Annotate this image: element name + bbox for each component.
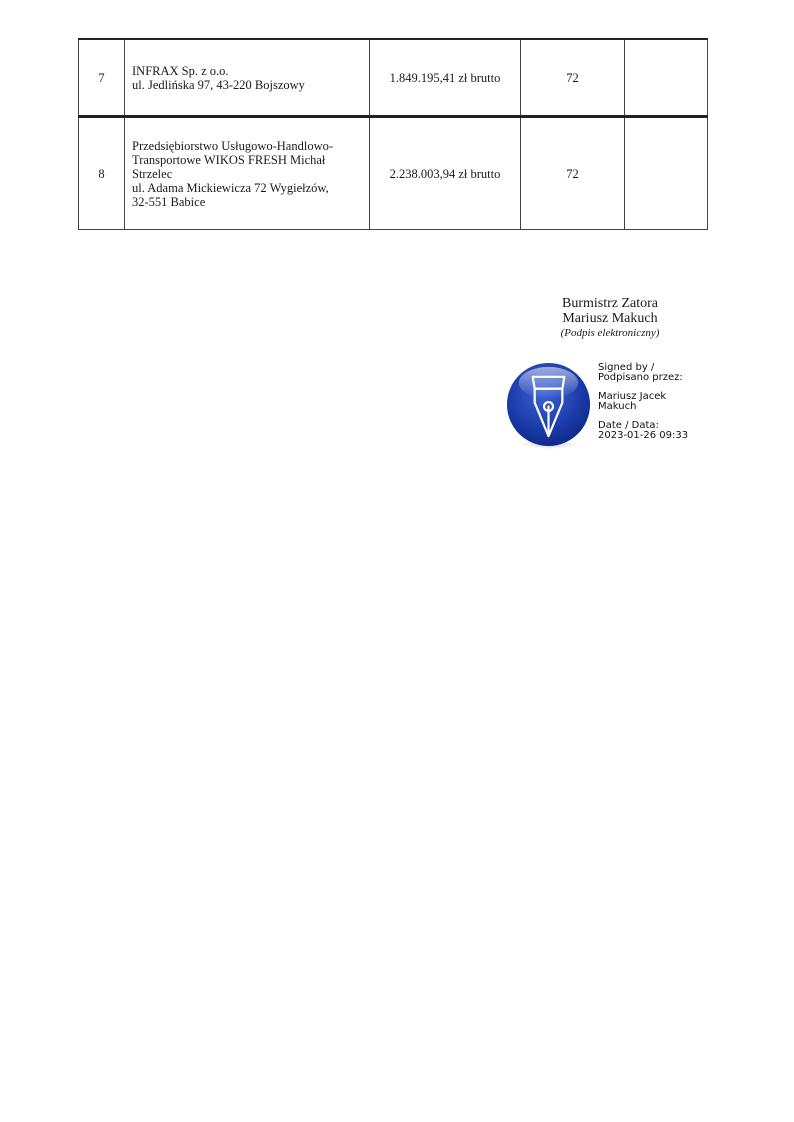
signature-details (598, 363, 698, 441)
table-row (79, 117, 708, 230)
contractor-line: Przedsiębiorstwo Usługowo-Handlowo- (132, 138, 334, 153)
signed-by-label: Signed by / (598, 362, 655, 373)
offer-number: 8 (79, 117, 125, 230)
fountain-pen-nib-icon (505, 361, 594, 450)
contractor-name-address (125, 117, 370, 230)
offer-price: 1.849.195,41 zł brutto (370, 39, 521, 117)
contractor-name-address (125, 39, 370, 117)
electronic-signature-stamp (505, 361, 693, 451)
signature-date-value: 2023-01-26 09:33 (598, 430, 689, 441)
contractor-line: INFRAX Sp. z o.o. (132, 63, 229, 78)
signed-by-label: Podpisano przez: (598, 372, 683, 383)
offer-number: 7 (79, 39, 125, 117)
offer-price: 2.238.003,94 zł brutto (370, 117, 521, 230)
signature-note: (Podpis elektroniczny) (560, 327, 660, 339)
offer-days: 72 (521, 39, 625, 117)
contractor-line: ul. Jedlińska 97, 43-220 Bojszowy (132, 77, 305, 92)
signer-name: Mariusz Makuch (562, 311, 658, 326)
signature-date-label: Date / Data: (598, 420, 659, 431)
contractor-line: 32-551 Babice (132, 194, 206, 209)
contractor-line: Transportowe WIKOS FRESH Michał (132, 152, 326, 167)
offer-extra-cell (625, 117, 708, 230)
signature-signer-name: Makuch (598, 401, 637, 412)
contractor-line: ul. Adama Mickiewicza 72 Wygiełzów, (132, 180, 329, 195)
offer-days: 72 (521, 117, 625, 230)
offer-extra-cell (625, 39, 708, 117)
offers-table (78, 38, 708, 230)
signature-signer-name: Mariusz Jacek (598, 391, 667, 402)
signer-title: Burmistrz Zatora (561, 296, 659, 311)
table-row (79, 39, 708, 117)
signer-block (540, 296, 680, 341)
contractor-line: Strzelec (132, 166, 173, 181)
